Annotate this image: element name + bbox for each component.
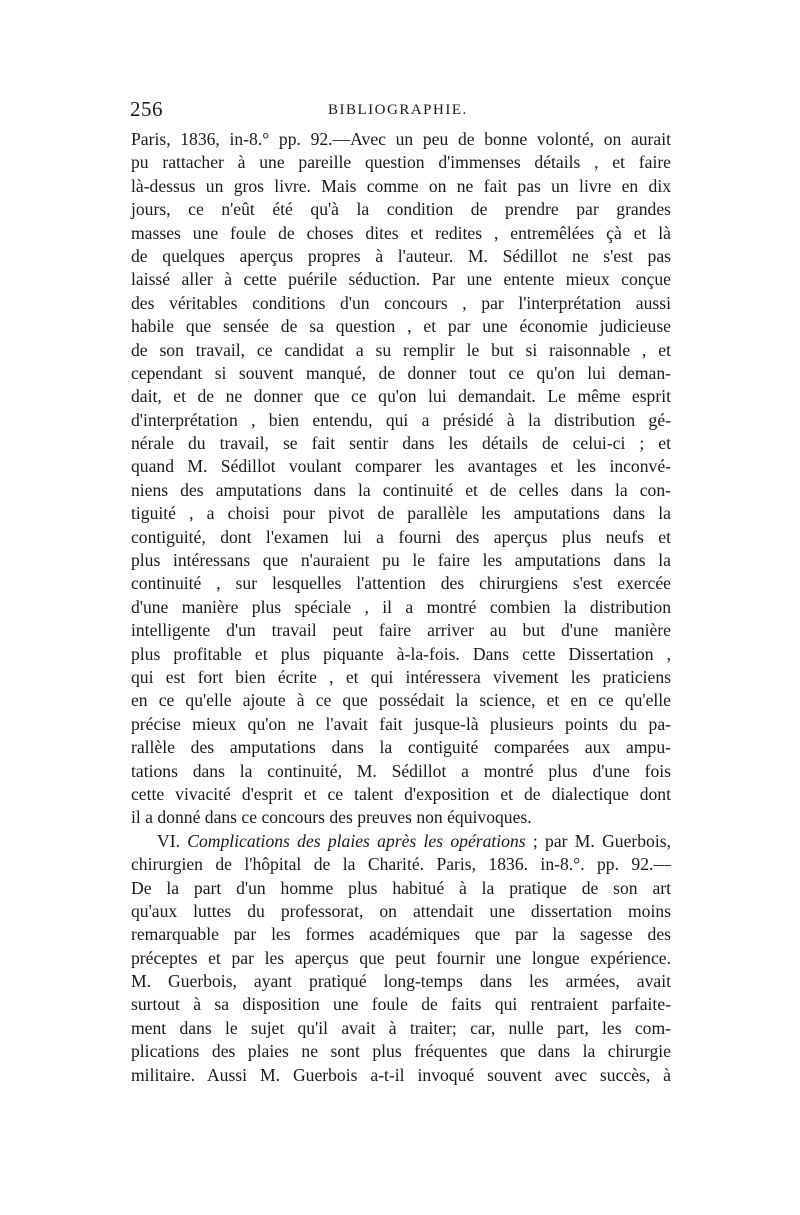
text-line: Paris, 1836, in-8.° pp. 92.—Avec un peu de bonne volonté, on aurait bbox=[131, 129, 671, 149]
text-line: cette vivacité d'esprit et ce talent d'exposition et de dialectique dont bbox=[131, 783, 671, 804]
text-line: rallèle des amputations dans la contiguité comparées aux ampu- bbox=[131, 737, 671, 758]
text-line: qui est fort bien écrite , et qui intéressera vivement les praticiens bbox=[131, 666, 671, 687]
text-line: militaire. Aussi M. Guerbois a-t-il invoqué souvent avec succès, à bbox=[131, 1064, 671, 1085]
text-line: de quelques aperçus propres à l'auteur. M. Sédillot ne s'est pas bbox=[131, 245, 671, 266]
text-line: niens des amputations dans la continuité et de celles dans la con- bbox=[131, 479, 671, 500]
section-numeral: VI. bbox=[157, 830, 180, 851]
text-line: continuité , sur lesquelles l'attention des chirurgiens s'est exercée bbox=[131, 573, 671, 594]
text-line: en ce qu'elle ajoute à ce que possédait la science, et en ce qu'elle bbox=[131, 690, 671, 711]
text-line: il a donné dans ce concours des preuves non équivoques. bbox=[131, 807, 532, 828]
text-line: tiguité , a choisi pour pivot de parallèle les amputations dans la bbox=[131, 503, 671, 524]
text-line: d'interprétation , bien entendu, qui a présidé à la distribution gé- bbox=[131, 409, 671, 430]
text-line: précise mieux qu'on ne l'avait fait jusque-là plusieurs points du pa- bbox=[131, 713, 671, 734]
text-line: pu rattacher à une pareille question d'immenses détails , et faire bbox=[131, 152, 671, 173]
text-line: laissé aller à cette puérile séduction. Par une entente mieux conçue bbox=[131, 269, 671, 290]
text-line: d'une manière plus spéciale , il a montré combien la distribution bbox=[131, 596, 671, 617]
text-line: plus intéressans que n'auraient pu le faire les amputations dans la bbox=[131, 550, 671, 571]
text-line: nérale du travail, se fait sentir dans les détails de celui-ci ; et bbox=[131, 433, 671, 454]
text-line: intelligente d'un travail peut faire arriver au but d'une manière bbox=[131, 620, 671, 641]
text-line: des véritables conditions d'un concours , par l'interprétation aussi bbox=[131, 292, 671, 313]
text-line: là-dessus un gros livre. Mais comme on ne fait pas un livre en dix bbox=[131, 175, 671, 196]
text-line: masses une foule de choses dites et redites , entremêlées çà et là bbox=[131, 222, 671, 243]
text-line: tations dans la continuité, M. Sédillot a montré plus d'une fois bbox=[131, 760, 671, 781]
text-line: plus profitable et plus piquante à-la-fois. Dans cette Dissertation , bbox=[131, 643, 671, 664]
page-header bbox=[128, 97, 676, 123]
running-head: BIBLIOGRAPHIE. bbox=[328, 102, 468, 118]
text-line: habile que sensée de sa question , et par une économie judicieuse bbox=[131, 316, 671, 337]
text-line: surtout à sa disposition une foule de faits qui rentraient parfaite- bbox=[131, 994, 671, 1015]
text-line: remarquable par les formes académiques que par la sagesse des bbox=[131, 924, 671, 945]
body-text bbox=[131, 128, 671, 1087]
section-title: Complications des plaies après les opérations bbox=[187, 830, 526, 851]
text-line: ment dans le sujet qu'il avait à traiter; car, nulle part, les com- bbox=[131, 1017, 671, 1038]
text-line: contiguité, dont l'examen lui a fourni des aperçus plus neufs et bbox=[131, 526, 671, 547]
text-line: M. Guerbois, ayant pratiqué long-temps dans les armées, avait bbox=[131, 971, 671, 992]
page-number: 256 bbox=[130, 97, 163, 121]
text-line: qu'aux luttes du professorat, on attendait une dissertation moins bbox=[131, 900, 671, 921]
text-line: quand M. Sédillot voulant comparer les avantages et les inconvé- bbox=[131, 456, 671, 477]
text-line: plications des plaies ne sont plus fréquentes que dans la chirurgie bbox=[131, 1041, 671, 1062]
text-line: dait, et de ne donner que ce qu'on lui demandait. Le même esprit bbox=[131, 386, 671, 407]
section-heading-line bbox=[131, 830, 671, 853]
text-line: cependant si souvent manqué, de donner tout ce qu'on lui deman- bbox=[131, 362, 671, 383]
text-line: jours, ce n'eût été qu'à la condition de prendre par grandes bbox=[131, 199, 671, 220]
text-line: de son travail, ce candidat a su remplir le but si raisonnable , et bbox=[131, 339, 671, 360]
text-line: préceptes et par les aperçus que peut fournir une longue expérience. bbox=[131, 947, 671, 968]
text-line: De la part d'un homme plus habitué à la pratique de son art bbox=[131, 877, 671, 898]
text-line: chirurgien de l'hôpital de la Charité. Paris, 1836. in-8.°. pp. 92.— bbox=[131, 854, 671, 875]
section-heading-rest: ; par M. Guerbois, bbox=[532, 830, 671, 851]
